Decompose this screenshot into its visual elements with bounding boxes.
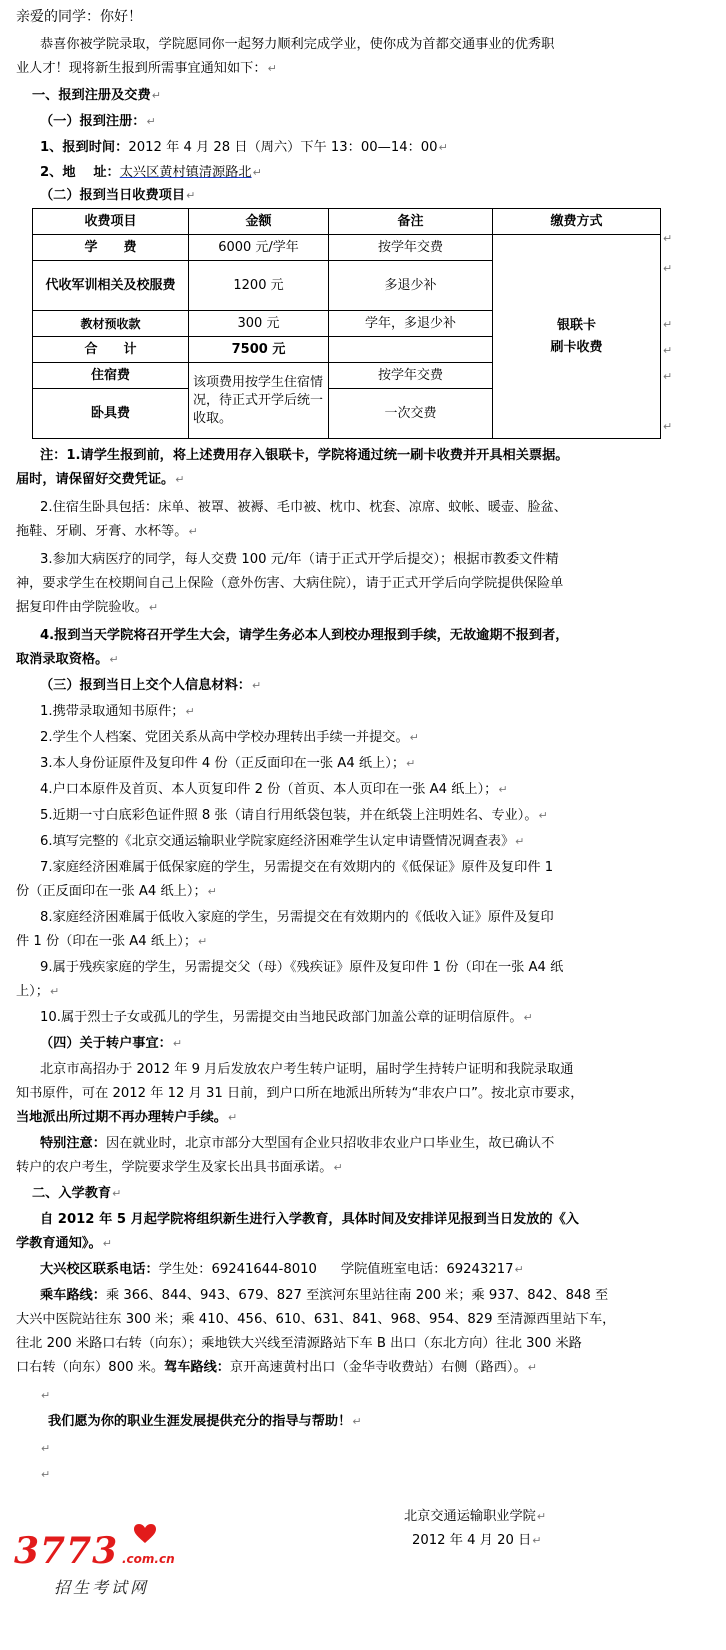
signature-org: 北京交通运输职业学院↵ xyxy=(404,1509,547,1524)
table-header: 缴费方式 xyxy=(493,209,661,235)
blank-line: ↵ xyxy=(41,1389,51,1402)
material-item: 2.学生个人档案、党团关系从高中学校办理转出手续一并提交。↵ xyxy=(40,730,419,745)
intro-line: 恭喜你被学院录取，学院愿同你一起努力顺利完成学业，使你成为首都交通事业的优秀职 xyxy=(40,37,555,52)
table-cell: 300 元 xyxy=(189,311,329,337)
sub2-title: （二）报到当日收费项目↵ xyxy=(40,188,196,203)
table-header: 收费项目 xyxy=(33,209,189,235)
material-item: 10.属于烈士子女或孤儿的学生，另需提交由当地民政部门加盖公章的证明信原件。↵ xyxy=(40,1010,533,1025)
transfer-text: 北京市高招办于 2012 年 9 月后发放农户考生转户证明，届时学生持转户证明和我院录取通 xyxy=(40,1062,574,1077)
logo-domain: .com.cn xyxy=(122,1552,175,1566)
paragraph-mark: ↵ xyxy=(663,420,673,433)
bus-route: 往北 200 米路口右转（向东）；乘地铁大兴线至清源路站下车 B 出口（东北方向）往北 300 米路 xyxy=(16,1336,582,1351)
fee-table xyxy=(32,208,660,438)
paragraph-mark: ↵ xyxy=(663,262,673,275)
note-1: 注：1.请学生报到前，将上述费用存入银联卡，学院将通过统一刷卡收费并开具相关票据。 xyxy=(40,448,569,463)
closing-line: 我们愿为你的职业生涯发展提供充分的指导与帮助！↵ xyxy=(48,1414,362,1429)
signature-date: 2012 年 4 月 20 日↵ xyxy=(412,1533,542,1548)
education-text: 自 2012 年 5 月起学院将组织新生进行入学教育，具体时间及安排详见报到当日发放的《入 xyxy=(40,1212,579,1227)
table-cell: 1200 元 xyxy=(189,261,329,311)
material-item: 上）；↵ xyxy=(16,984,60,999)
table-cell xyxy=(329,337,493,363)
table-cell: 该项费用按学生住宿情况，待正式开学后统一收取。 xyxy=(189,363,329,439)
note-2: 2.住宿生卧具包括：床单、被罩、被褥、毛巾被、枕巾、枕套、凉席、蚊帐、暖壶、脸盆、 xyxy=(40,500,567,515)
table-header: 金额 xyxy=(189,209,329,235)
logo-tagline: 招生考试网 xyxy=(54,1578,150,1597)
reg-time: 1、报到时间：2012 年 4 月 28 日（周六）下午 13：00—14：00↵ xyxy=(40,140,448,155)
table-cell: 代收军训相关及校服费 xyxy=(33,261,189,311)
material-item: 8.家庭经济困难属于低收入家庭的学生，另需提交在有效期内的《低收入证》原件及复印 xyxy=(40,910,554,925)
table-cell: 卧具费 xyxy=(33,389,189,439)
blank-line: ↵ xyxy=(41,1442,51,1455)
material-item: 6.填写完整的《北京交通运输职业学院家庭经济困难学生认定申请暨情况调查表》↵ xyxy=(40,834,525,849)
contact-line: 大兴校区联系电话：学生处：69241644-8010 学院值班室电话：69243217↵ xyxy=(40,1262,524,1277)
table-cell: 6000 元/学年 xyxy=(189,235,329,261)
sub3-title: （三）报到当日上交个人信息材料：↵ xyxy=(40,678,262,693)
education-text: 学教育通知》。↵ xyxy=(16,1236,112,1251)
note-3: 3.参加大病医疗的同学，每人交费 100 元/年（请于正式开学后提交）；根据市教委文件精 xyxy=(40,552,559,567)
table-cell: 按学年交费 xyxy=(329,235,493,261)
material-item: 1.携带录取通知书原件；↵ xyxy=(40,704,195,719)
material-item: 9.属于残疾家庭的学生，另需提交父（母）《残疾证》原件及复印件 1 份（印在一张 A4 纸 xyxy=(40,960,564,975)
material-item: 4.户口本原件及首页、本人页复印件 2 份（首页、本人页印在一张 A4 纸上）；↵ xyxy=(40,782,508,797)
table-cell: 教材预收款 xyxy=(33,311,189,337)
note-4: 4.报到当天学院将召开学生大会，请学生务必本人到校办理报到手续，无故逾期不报到者， xyxy=(40,628,569,643)
note-1: 届时，请保留好交费凭证。↵ xyxy=(16,472,185,487)
paragraph-mark: ↵ xyxy=(663,370,673,383)
payment-method-cell: 银联卡 刷卡收费 xyxy=(493,235,661,439)
bus-route: 乘车路线：乘 366、844、943、679、827 至滨河东里站往南 200 米；乘 937、842、848 至 xyxy=(40,1288,609,1303)
note-3: 据复印件由学院验收。↵ xyxy=(16,600,159,615)
table-cell: 学年，多退少补 xyxy=(329,311,493,337)
logo-number: 3773 xyxy=(14,1530,119,1572)
special-note: 转户的农户考生，学院要求学生及家长出具书面承诺。↵ xyxy=(16,1160,343,1175)
note-2: 拖鞋、牙刷、牙膏、水杯等。↵ xyxy=(16,524,198,539)
material-item: 7.家庭经济困难属于低保家庭的学生，另需提交在有效期内的《低保证》原件及复印件 1 xyxy=(40,860,554,875)
reg-address: 2、地 址：太兴区黄村镇清源路北↵ xyxy=(40,165,262,180)
blank-line: ↵ xyxy=(41,1468,51,1481)
material-item: 5.近期一寸白底彩色证件照 8 张（请自行用纸袋包装，并在纸袋上注明姓名、专业）。↵ xyxy=(40,808,548,823)
table-cell: 学 费 xyxy=(33,235,189,261)
greeting: 亲爱的同学：你好！ xyxy=(16,9,142,25)
material-item: 3.本人身份证原件及复印件 4 份（正反面印在一张 A4 纸上）；↵ xyxy=(40,756,416,771)
sub4-title: （四）关于转户事宜：↵ xyxy=(40,1036,183,1051)
site-logo xyxy=(14,1530,214,1640)
table-cell: 合 计 xyxy=(33,337,189,363)
special-note: 特别注意：因在就业时，北京市部分大型国有企业只招收非农业户口毕业生，故已确认不 xyxy=(40,1136,555,1151)
table-cell: 多退少补 xyxy=(329,261,493,311)
transfer-text: 知书原件，可在 2012 年 12 月 31 日前，到户口所在地派出所转为“非农户口”。按北京市要求， xyxy=(16,1086,584,1101)
section1-title: 一、报到注册及交费↵ xyxy=(32,88,161,103)
note-3: 神，要求学生在校期间自己上保险（意外伤害、大病住院），请于正式开学后向学院提供保险单 xyxy=(16,576,564,591)
table-header: 备注 xyxy=(329,209,493,235)
bus-route: 大兴中医院站往东 300 米；乘 410、456、610、631、841、968、954、829 至清源西里站下车， xyxy=(16,1312,616,1327)
bus-route: 口右转（向东）800 米。驾车路线：京开高速黄村出口（金华寺收费站）右侧（路西）。↵ xyxy=(16,1360,537,1375)
table-cell: 一次交费 xyxy=(329,389,493,439)
note-4: 取消录取资格。↵ xyxy=(16,652,119,667)
table-cell: 7500 元 xyxy=(189,337,329,363)
sub1-title: （一）报到注册：↵ xyxy=(40,114,156,129)
paragraph-mark: ↵ xyxy=(663,232,673,245)
intro-line: 业人才！现将新生报到所需事宜通知如下：↵ xyxy=(16,61,277,76)
paragraph-mark: ↵ xyxy=(663,344,673,357)
material-item: 份（正反面印在一张 A4 纸上）；↵ xyxy=(16,884,217,899)
paragraph-mark: ↵ xyxy=(663,318,673,331)
section2-title: 二、入学教育↵ xyxy=(32,1186,122,1201)
heart-icon xyxy=(134,1524,156,1544)
table-cell: 住宿费 xyxy=(33,363,189,389)
material-item: 件 1 份（印在一张 A4 纸上）；↵ xyxy=(16,934,208,949)
table-cell: 按学年交费 xyxy=(329,363,493,389)
transfer-text: 当地派出所过期不再办理转户手续。↵ xyxy=(16,1110,238,1125)
